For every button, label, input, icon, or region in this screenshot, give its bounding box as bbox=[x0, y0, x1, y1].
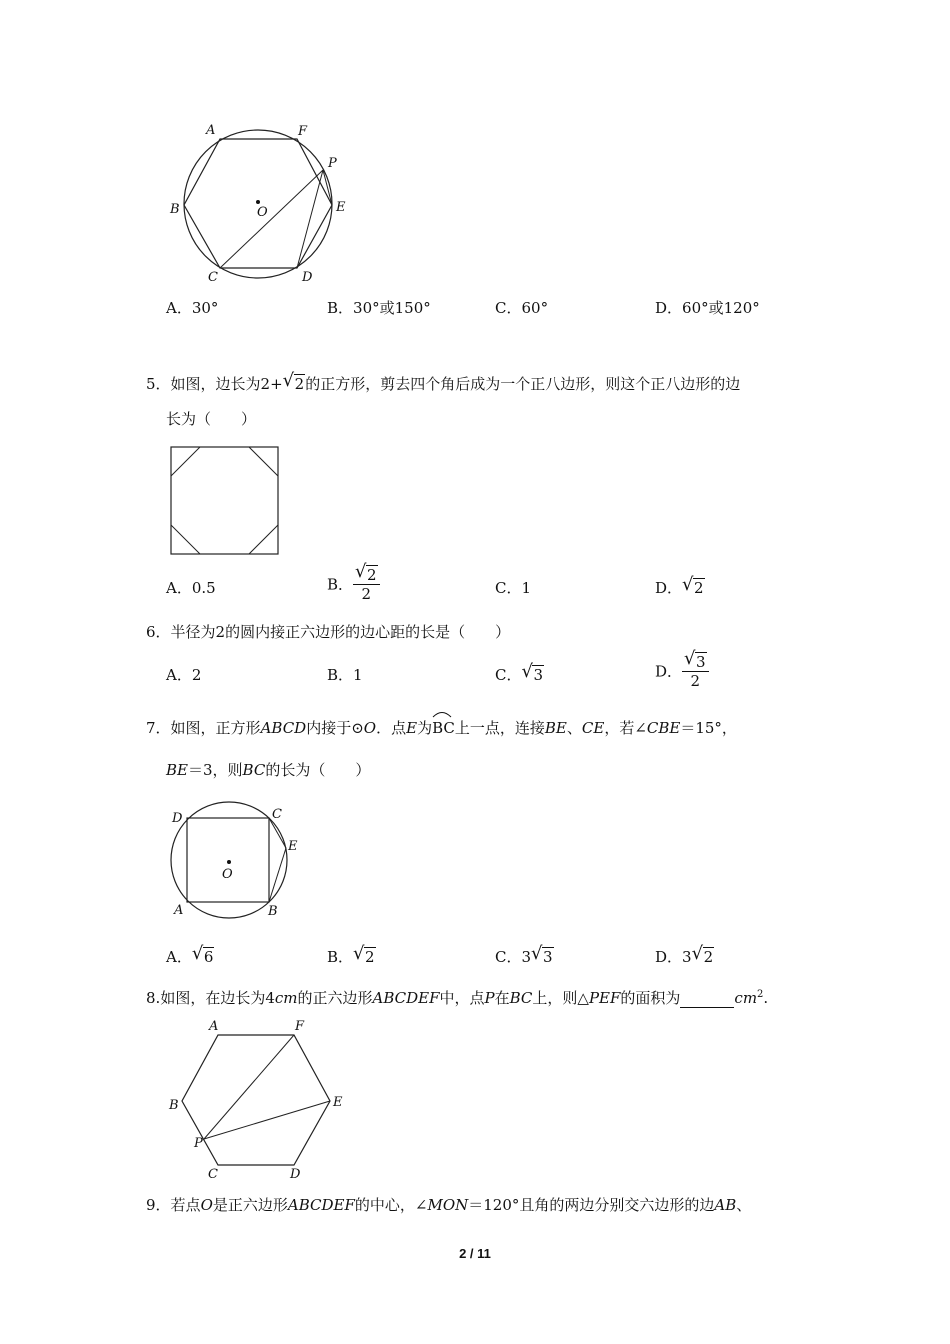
q8-text: 的正六边形 bbox=[297, 989, 373, 1007]
option-letter: B． bbox=[327, 666, 354, 684]
q8-var: PEF bbox=[588, 989, 621, 1007]
q6-text: 半径为2的圆内接正六边形的边心距的长是（ ） bbox=[170, 623, 511, 641]
q4-label-f: F bbox=[298, 124, 308, 139]
q8-text: . bbox=[763, 989, 769, 1007]
q7-label-o: O bbox=[222, 867, 233, 882]
arc-notation bbox=[432, 718, 455, 738]
q8-stem bbox=[146, 985, 768, 1008]
q4-option-a[interactable] bbox=[166, 298, 218, 318]
q7-var: CBE bbox=[646, 719, 681, 737]
sqrt-symbol: √ 6 bbox=[191, 943, 214, 966]
arc-label: BC bbox=[432, 719, 455, 737]
q8-text: 上，则△ bbox=[532, 989, 589, 1007]
q8-text: 中，点 bbox=[439, 989, 485, 1007]
q4-label-b: B bbox=[170, 202, 180, 217]
q9-var: ABCDEF bbox=[287, 1196, 355, 1214]
q7-stem-line2 bbox=[166, 760, 370, 780]
sqrt-arg: 2 bbox=[365, 948, 375, 966]
option-letter: A． bbox=[166, 666, 192, 684]
q7-label-c: C bbox=[272, 807, 282, 822]
q9-stem bbox=[146, 1195, 751, 1215]
q5-option-c[interactable] bbox=[495, 578, 531, 598]
q7-var: E bbox=[406, 719, 418, 737]
q4-option-c[interactable] bbox=[495, 298, 548, 318]
option-letter: A． bbox=[166, 579, 192, 597]
q4-label-c: C bbox=[208, 270, 218, 285]
q7-text: ＝15°， bbox=[680, 719, 737, 737]
q8-label-a: A bbox=[209, 1019, 219, 1034]
q8-label-p: P bbox=[194, 1136, 203, 1151]
sqrt-symbol: √ 2 bbox=[353, 943, 375, 966]
q7-figure bbox=[165, 800, 305, 925]
question-number: 7． bbox=[146, 719, 171, 737]
option-text: 1 bbox=[353, 666, 363, 684]
sqrt-arg: 3 bbox=[543, 948, 553, 966]
q7-text: 上一点，连接 bbox=[454, 719, 545, 737]
q7-var: BC bbox=[242, 761, 266, 779]
q9-text: 是正六边形 bbox=[212, 1196, 288, 1214]
sqrt-symbol: √ 3 bbox=[531, 943, 553, 966]
q8-label-c: C bbox=[208, 1167, 218, 1182]
q4-label-a: A bbox=[206, 123, 216, 138]
q5-figure bbox=[170, 446, 282, 558]
q4-option-d[interactable] bbox=[655, 298, 760, 318]
frac-numerator: 2 bbox=[367, 566, 377, 584]
sqrt-symbol: √ 2 bbox=[691, 943, 714, 966]
option-letter: B． bbox=[327, 299, 354, 317]
coefficient: 3 bbox=[682, 948, 692, 966]
q6-option-b[interactable] bbox=[327, 665, 363, 685]
option-letter: D． bbox=[655, 299, 683, 317]
q8-var: P bbox=[484, 989, 495, 1007]
arc-mark-icon bbox=[432, 710, 452, 718]
q5-text-a: 如图，边长为2+ bbox=[170, 375, 283, 393]
sqrt-symbol: √ 3 bbox=[521, 661, 544, 684]
q7-text: 的长为（ ） bbox=[265, 761, 371, 779]
q7-text: ．点 bbox=[376, 719, 407, 737]
q4-option-b[interactable] bbox=[327, 298, 431, 318]
q7-text: ，若∠ bbox=[604, 719, 647, 737]
q5-stem-line2: 长为（ ） bbox=[166, 410, 257, 428]
q7-option-c[interactable] bbox=[495, 943, 554, 967]
q6-option-a[interactable] bbox=[166, 665, 201, 685]
q8-label-e: E bbox=[333, 1095, 343, 1110]
q5-option-b[interactable] bbox=[327, 561, 380, 603]
q7-text: 为 bbox=[417, 719, 433, 737]
page-number: 2 / 11 bbox=[459, 1246, 491, 1261]
q8-text: 在 bbox=[494, 989, 510, 1007]
q9-var: AB bbox=[714, 1196, 737, 1214]
fraction: √ 2 2 bbox=[353, 566, 380, 603]
option-letter: D． bbox=[655, 948, 683, 966]
q7-label-a: A bbox=[174, 903, 184, 918]
option-letter: A． bbox=[166, 299, 192, 317]
q5-option-a[interactable] bbox=[166, 578, 216, 598]
q6-option-c[interactable] bbox=[495, 661, 544, 685]
option-text: 60° bbox=[521, 299, 549, 317]
option-letter: D． bbox=[655, 662, 683, 681]
frac-numerator: 3 bbox=[696, 653, 706, 671]
q4-label-e: E bbox=[336, 200, 346, 215]
q8-var: BC bbox=[509, 989, 533, 1007]
option-text: 30° bbox=[191, 299, 219, 317]
q5-text-b: 的正方形，剪去四个角后成为一个正八边形，则这个正八边形的边 bbox=[305, 375, 741, 393]
answer-blank[interactable] bbox=[680, 993, 734, 1008]
q8-var: ABCDEF bbox=[372, 989, 440, 1007]
q8-label-b: B bbox=[169, 1098, 179, 1113]
q8-unit: cm bbox=[734, 989, 758, 1007]
sqrt-arg: 6 bbox=[203, 948, 214, 966]
option-letter: B． bbox=[327, 575, 354, 594]
q7-var: CE bbox=[581, 719, 605, 737]
q8-label-d: D bbox=[290, 1167, 301, 1182]
sqrt-arg: 2 bbox=[294, 375, 305, 393]
superscript: 2 bbox=[757, 989, 764, 1000]
option-letter: D． bbox=[655, 579, 683, 597]
q7-label-d: D bbox=[172, 811, 183, 826]
option-letter: C． bbox=[495, 299, 522, 317]
option-text: 0.5 bbox=[191, 579, 216, 597]
q9-text: ＝120°且角的两边分别交六边形的边 bbox=[468, 1196, 715, 1214]
question-number: 9． bbox=[146, 1196, 171, 1214]
q8-label-f: F bbox=[295, 1019, 305, 1034]
coefficient: 3 bbox=[521, 948, 532, 966]
fraction: √ 3 2 bbox=[682, 653, 709, 690]
q8-unit: cm bbox=[274, 989, 298, 1007]
frac-denominator: 2 bbox=[361, 585, 372, 603]
q4-label-o: O bbox=[257, 205, 268, 220]
q7-option-b[interactable] bbox=[327, 943, 376, 967]
option-text: 2 bbox=[191, 666, 202, 684]
q9-text: 的中心，∠ bbox=[354, 1196, 428, 1214]
q7-text: 内接于⊙ bbox=[306, 719, 364, 737]
q7-var: BE bbox=[166, 761, 188, 779]
frac-denominator: 2 bbox=[690, 672, 701, 690]
q4-figure bbox=[160, 118, 360, 288]
option-letter: C． bbox=[495, 666, 522, 684]
sqrt-arg: 2 bbox=[694, 579, 704, 597]
q9-var: MON bbox=[427, 1196, 469, 1214]
q7-label-b: B bbox=[268, 904, 278, 919]
q8-text: 的面积为 bbox=[620, 989, 681, 1007]
q4-label-d: D bbox=[302, 270, 313, 285]
q6-stem bbox=[146, 622, 510, 642]
sqrt-symbol: √ 2 bbox=[682, 574, 704, 597]
question-number: 8. bbox=[146, 989, 161, 1007]
q4-label-p: P bbox=[328, 156, 337, 171]
q9-text: 若点 bbox=[170, 1196, 201, 1214]
q8-figure bbox=[160, 1015, 360, 1185]
q7-stem-line1 bbox=[146, 718, 737, 738]
q7-option-d[interactable] bbox=[655, 943, 714, 967]
q7-var: O bbox=[363, 719, 377, 737]
q6-option-d[interactable] bbox=[655, 648, 709, 690]
sqrt-symbol: √ 2 bbox=[282, 370, 305, 393]
option-text: 60°或120° bbox=[682, 299, 760, 317]
q7-option-a[interactable] bbox=[166, 943, 214, 967]
sqrt-arg: 2 bbox=[703, 948, 714, 966]
q7-text: ＝3，则 bbox=[187, 761, 243, 779]
option-text: 1 bbox=[521, 579, 532, 597]
q7-text: 如图，正方形 bbox=[170, 719, 261, 737]
option-letter: A． bbox=[166, 948, 192, 966]
option-letter: C． bbox=[495, 948, 522, 966]
q9-var: O bbox=[200, 1196, 213, 1214]
q5-stem-line1 bbox=[146, 370, 741, 394]
option-letter: C． bbox=[495, 579, 522, 597]
question-number: 6． bbox=[146, 623, 171, 641]
option-letter: B． bbox=[327, 948, 354, 966]
question-number: 5． bbox=[146, 375, 171, 393]
q7-var: ABCD bbox=[260, 719, 307, 737]
q9-text: 、 bbox=[736, 1196, 752, 1214]
q7-var: BE bbox=[544, 719, 567, 737]
q8-text: 如图，在边长为4 bbox=[160, 989, 275, 1007]
option-text: 30°或150° bbox=[353, 299, 431, 317]
q7-label-e: E bbox=[288, 839, 298, 854]
q5-option-d[interactable] bbox=[655, 574, 705, 598]
q7-text: 、 bbox=[566, 719, 582, 737]
sqrt-arg: 3 bbox=[533, 666, 544, 684]
